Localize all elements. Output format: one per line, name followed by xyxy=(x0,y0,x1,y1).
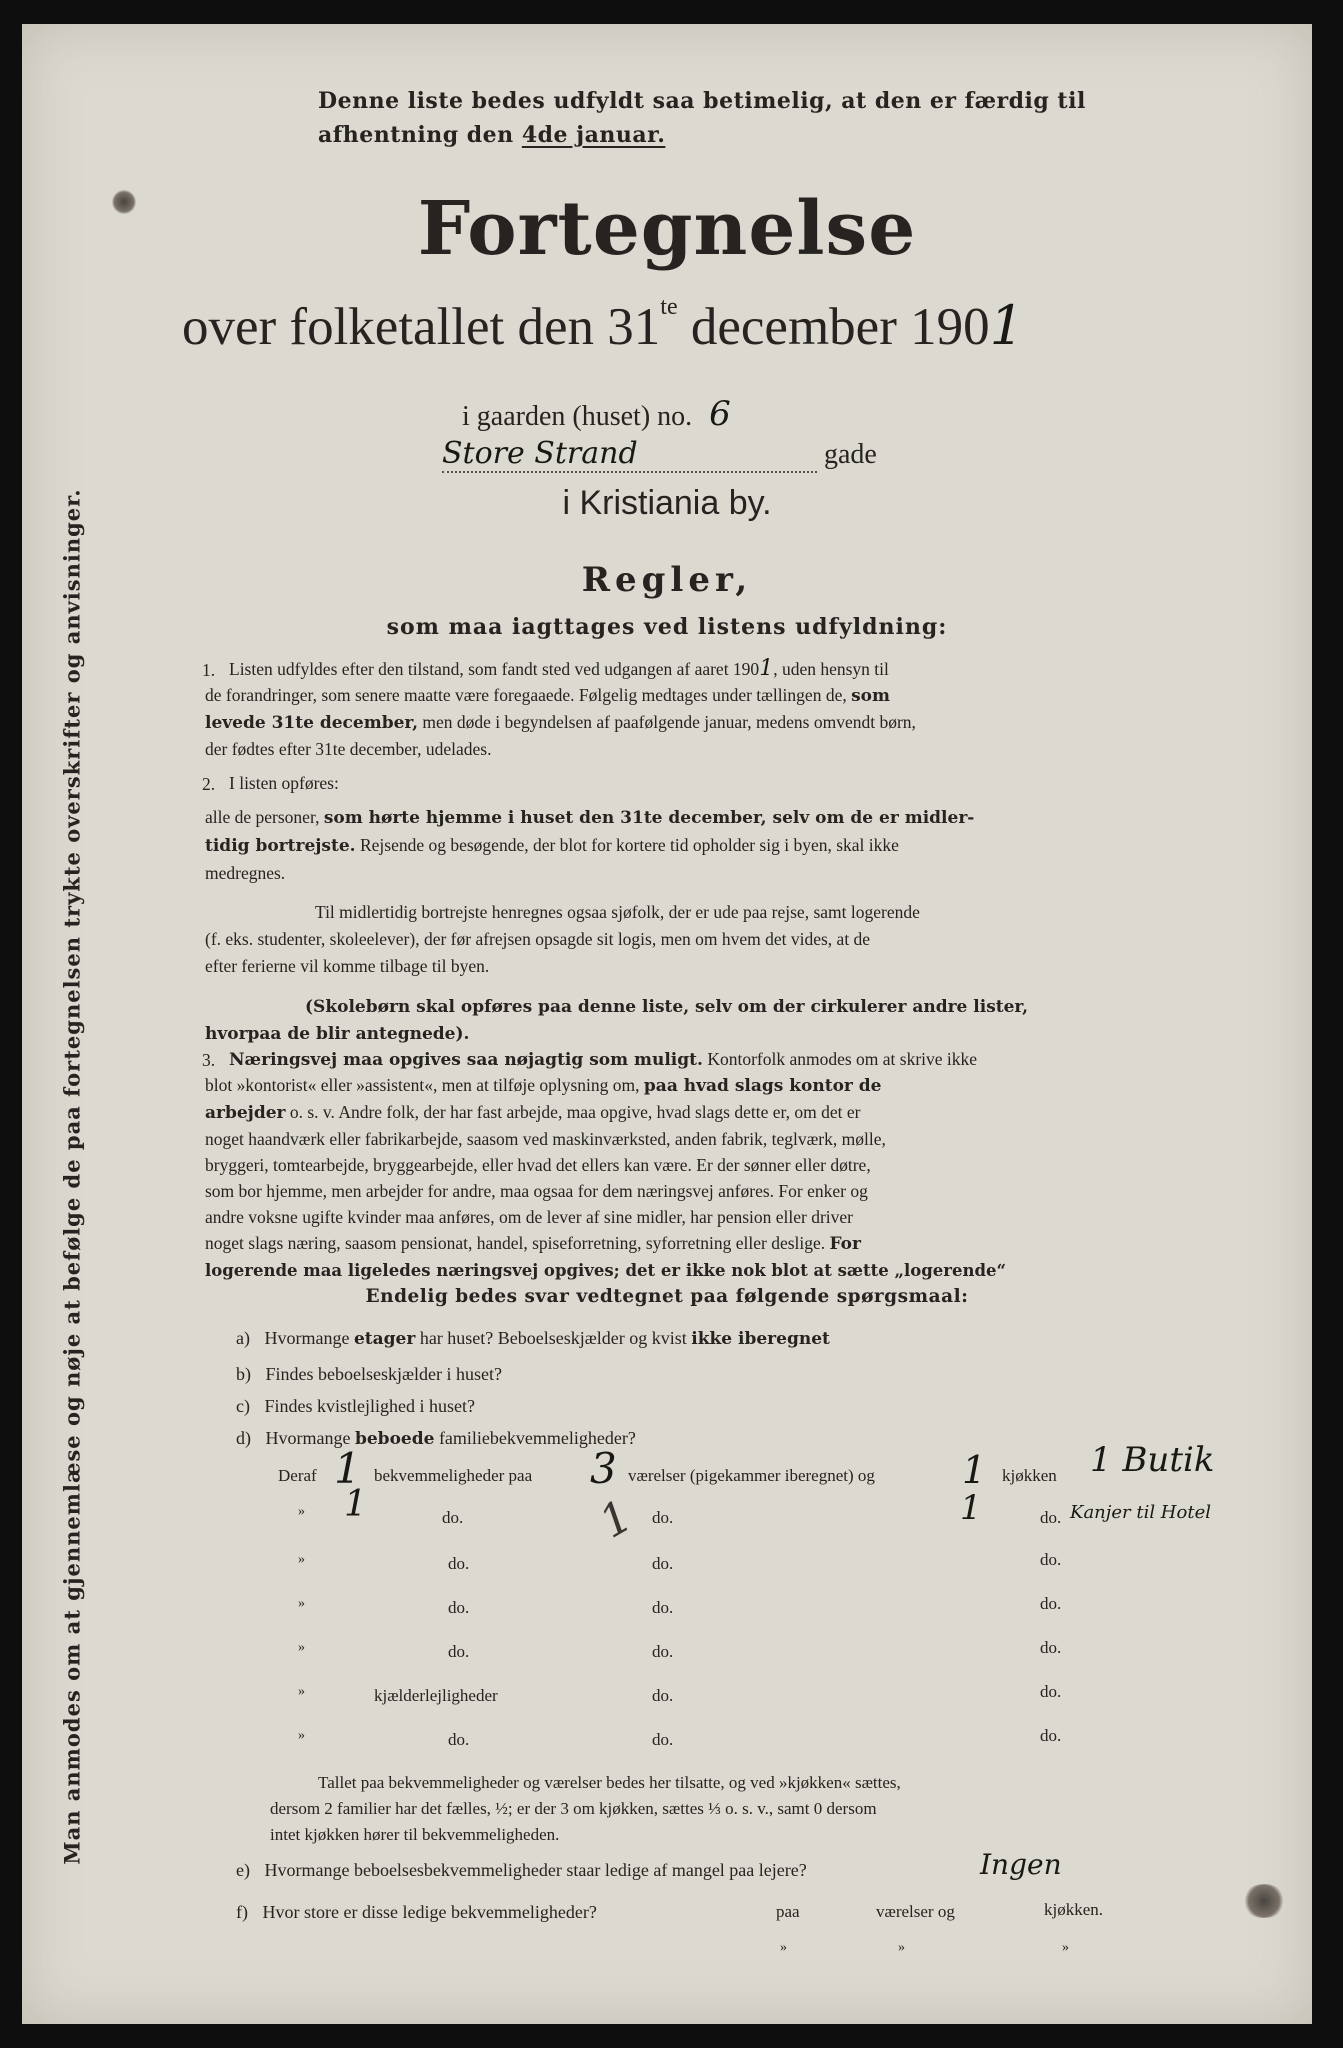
question-b: b) Findes beboelseskjælder i huset? xyxy=(236,1364,502,1384)
rules-heading: Regler, xyxy=(581,560,753,600)
notice-line-2: afhentning den 4de januar. xyxy=(318,122,666,148)
row2-count[interactable]: 1 xyxy=(344,1484,367,1525)
question-c: c) Findes kvistlejlighed i huset? xyxy=(236,1396,475,1416)
page-subtitle: over folketallet den $31^{te}$ december 1901 xyxy=(182,294,1024,357)
census-form-page: Man anmodes om at gjennemlæse og nøje at befølge de paa fortegnelsen trykte overskrifter og anvisninger. Denne liste bedes udfyldt saa betimelig, at den er færdig til afhentning den 4de januar. Fortegnelse over folketallet den $31^{te}$ december 1901 i gaarden (huset) no. 6 Store Strand gade i Kristiania by. Regler, som maa iagttages ved listens udfyldning: 1. Listen udfyldes efter den tilstand, som fandt sted ved udgangen af aaret 1901, uden hensyn til de forandringer, som senere maatte være foregaaede. Følgelig medtages under tællingen de, som levede 31te december, men døde i begyndelsen af paafølgende januar, medens omvendt børn, der fødtes efter 31te december, udelades. 2. I listen opføres: alle de personer, som hørte hjemme i huset den 31te december, selv om de er midler- tidig bortrejste. Rejsende og besøgende, der blot for kortere tid opholder sig i byen, skal ikke medregnes. Til midlertidig bortrejste henregnes ogsaa sjøfolk, der er ude paa rejse, samt logerende (f. eks. studenter, skoleelever), der før afrejsen opsagde sit logis, men om hvem det vides, at de efter ferierne vil komme tilbage til byen. (Skolebørn skal opføres paa denne liste, selv om der cirkulerer andre lister, hvorpaa de blir antegnede). 3. Næringsvej maa opgives saa nøjagtig som muligt. Kontorfolk anmodes om at skrive ikke blot »kontorist« eller »assistent«, men at tilføje oplysning om, paa hvad slags kontor de arbejder o. s. v. Andre folk, der har fast arbejde, maa opgive, hvad slags dette er, om det er noget haandværk eller fabrikarbejde, saasom ved maskinværksted, anden fabrik, teglværk, mølle, bryggeri, tomtearbejde, bryggearbejde, eller hvad det ellers kan være. Er der sønner eller døtre, som bor hjemme, men arbejder for andre, maa ogsaa for dem næringsvej anføres. For enker og andre voksne ugifte kvinder maa anføres, om de lever af sine midler, har pension eller driver noget slags næring, saasom pensionat, handel, spiseforretning, syforretning eller deslige. For logerende maa ligeledes næringsvej opgives; det er ikke nok blot at sætte „logerende“ Endelig bedes svar vedtegnet paa følgende spørgsmaal: a) Hvormange etager har huset? Beboelseskjælder og kvist ikke iberegnet b) Findes beboelseskjælder i huset? c) Findes kvistlejlighed i huset? d) Hvormange beboede familiebekvemmeligheder? Deraf 1 bekvemmeligheder paa 3 værelser (pigekammer iberegnet) og 1 kjøkken 1 Butik » 1 do. 1 do. 1 do. Kanjer til Hotel » do. do. do. » do. do. do. » do. do. do. » kjælderlejligheder do. do. » do. do. do. Tallet paa bekvemmeligheder og værelser bedes her tilsatte, og ved »kjøkken« sættes, dersom 2 familier har det fælles, ½; er der 3 om kjøkken, sættes ⅓ o. s. v., samt 0 dersom intet kjøkken hører til bekvemmeligheden. e) Hvormange beboelsesbekvemmeligheder staar ledige af mangel paa lejere? Ingen f) Hvor store er disse ledige bekvemmeligheder? paa værelser og kjøkken. » » » xyxy=(22,24,1312,2024)
row2-note[interactable]: Kanjer til Hotel xyxy=(1070,1502,1211,1523)
question-a: a) Hvormange etager har huset? Beboelseskjælder og kvist ikke iberegnet xyxy=(236,1328,830,1349)
row2-rooms[interactable]: 1 xyxy=(591,1490,641,1549)
rule-2-body: alle de personer, som hørte hjemme i huset den 31te december, selv om de er midler- tidig bortrejste. Rejsende og besøgende, der blot for kortere tid opholder sig i byen, skal ikke medregnes. Til midlertidig bortrejste henregnes ogsaa sjøfolk, der er ude paa rejse, samt logerende (f. eks. studenter, skoleelever), der før afrejsen opsagde sit logis, men om hvem det vides, at de efter ferierne vil komme tilbage til byen. (Skolebørn skal opføres paa denne liste, selv om der cirkulerer andre lister, hvorpaa de blir antegnede). xyxy=(205,807,1029,1044)
ink-stain xyxy=(1242,1884,1286,1918)
kitchen-note: Tallet paa bekvemmeligheder og værelser bedes her tilsatte, og ved »kjøkken« sættes, dersom 2 familier har det fælles, ½; er der 3 om kjøkken, sættes ⅓ o. s. v., samt 0 dersom intet kjøkken hører til bekvemmeligheden. xyxy=(270,1773,901,1844)
question-e: e) Hvormange beboelsesbekvemmeligheder staar ledige af mangel paa lejere? xyxy=(236,1860,807,1880)
kjokken-label: kjøkken xyxy=(1002,1466,1057,1485)
rules-subheading: som maa iagttages ved listens udfyldning: xyxy=(386,614,948,640)
question-e-answer[interactable]: Ingen xyxy=(980,1848,1062,1881)
vaerelser-label: værelser (pigekammer iberegnet) og xyxy=(628,1466,875,1485)
row2-kitchen[interactable]: 1 xyxy=(960,1488,982,1528)
side-instruction: Man anmodes om at gjennemlæse og nøje at befølge de paa fortegnelsen trykte overskrifter og anvisninger. xyxy=(59,488,85,1865)
collection-date: 4de januar. xyxy=(521,122,666,148)
rule-number: 1. xyxy=(202,660,216,680)
rule-number: 2. xyxy=(202,774,216,794)
rule-3-body: blot »kontorist« eller »assistent«, men at tilføje oplysning om, paa hvad slags kontor de arbejder o. s. v. Andre folk, der har fast arbejde, maa opgive, hvad slags dette er, om det er noget haandværk eller fabrikarbejde, saasom ved maskinværksted, anden fabrik, teglværk, mølle, bryggeri, tomtearbejde, bryggearbejde, eller hvad det ellers kan være. Er der sønner eller døtre, som bor hjemme, men arbejder for andre, maa ogsaa for dem næringsvej anføres. For enker og andre voksne ugifte kvinder maa anføres, om de lever af sine midler, har pension eller driver noget slags næring, saasom pensionat, handel, spiseforretning, syforretning eller deslige. For logerende maa ligeledes næringsvej opgives; det er ikke nok blot at sætte „logerende“ xyxy=(205,1075,1006,1280)
rule-3: Næringsvej maa opgives saa nøjagtig som muligt. Kontorfolk anmodes om at skrive ikke xyxy=(229,1049,978,1070)
question-d: d) Hvormange beboede familiebekvemmeligheder? xyxy=(236,1428,636,1449)
row1-rooms[interactable]: 3 xyxy=(590,1444,617,1493)
row1-count[interactable]: 1 xyxy=(334,1444,361,1493)
row1-note[interactable]: 1 Butik xyxy=(1090,1440,1215,1480)
rule-2: I listen opføres: xyxy=(229,773,339,793)
street-line: Store Strand gade xyxy=(442,436,877,471)
deraf-label: Deraf xyxy=(278,1466,317,1485)
questions-heading: Endelig bedes svar vedtegnet paa følgende spørgsmaal: xyxy=(365,1286,969,1307)
question-f: f) Hvor store er disse ledige bekvemmeligheder? xyxy=(236,1902,597,1922)
page-title: Fortegnelse xyxy=(417,186,917,272)
row1-kitchen[interactable]: 1 xyxy=(962,1448,987,1492)
handwritten-year: 1 xyxy=(989,294,1024,357)
house-number-value[interactable]: 6 xyxy=(709,394,731,434)
street-value[interactable]: Store Strand xyxy=(442,436,817,473)
rule-1: Listen udfyldes efter den tilstand, som fandt sted ved udgangen af aaret 1901, uden hensyn til de forandringer, som senere maatte være foregaaede. Følgelig medtages under tællingen de, som levede 31te december, men døde i begyndelsen af paafølgende januar, medens omvendt børn, der fødtes efter 31te december, udelades. xyxy=(205,656,916,759)
rule-number: 3. xyxy=(202,1050,216,1070)
city-line: i Kristiania by. xyxy=(562,484,772,522)
collection-notice xyxy=(318,84,1086,152)
notice-line-1: Denne liste bedes udfyldt saa betimelig, at den er færdig til xyxy=(318,88,1086,114)
house-number-line: i gaarden (huset) no. 6 xyxy=(462,394,731,434)
bekv-label: bekvemmeligheder paa xyxy=(374,1466,533,1485)
